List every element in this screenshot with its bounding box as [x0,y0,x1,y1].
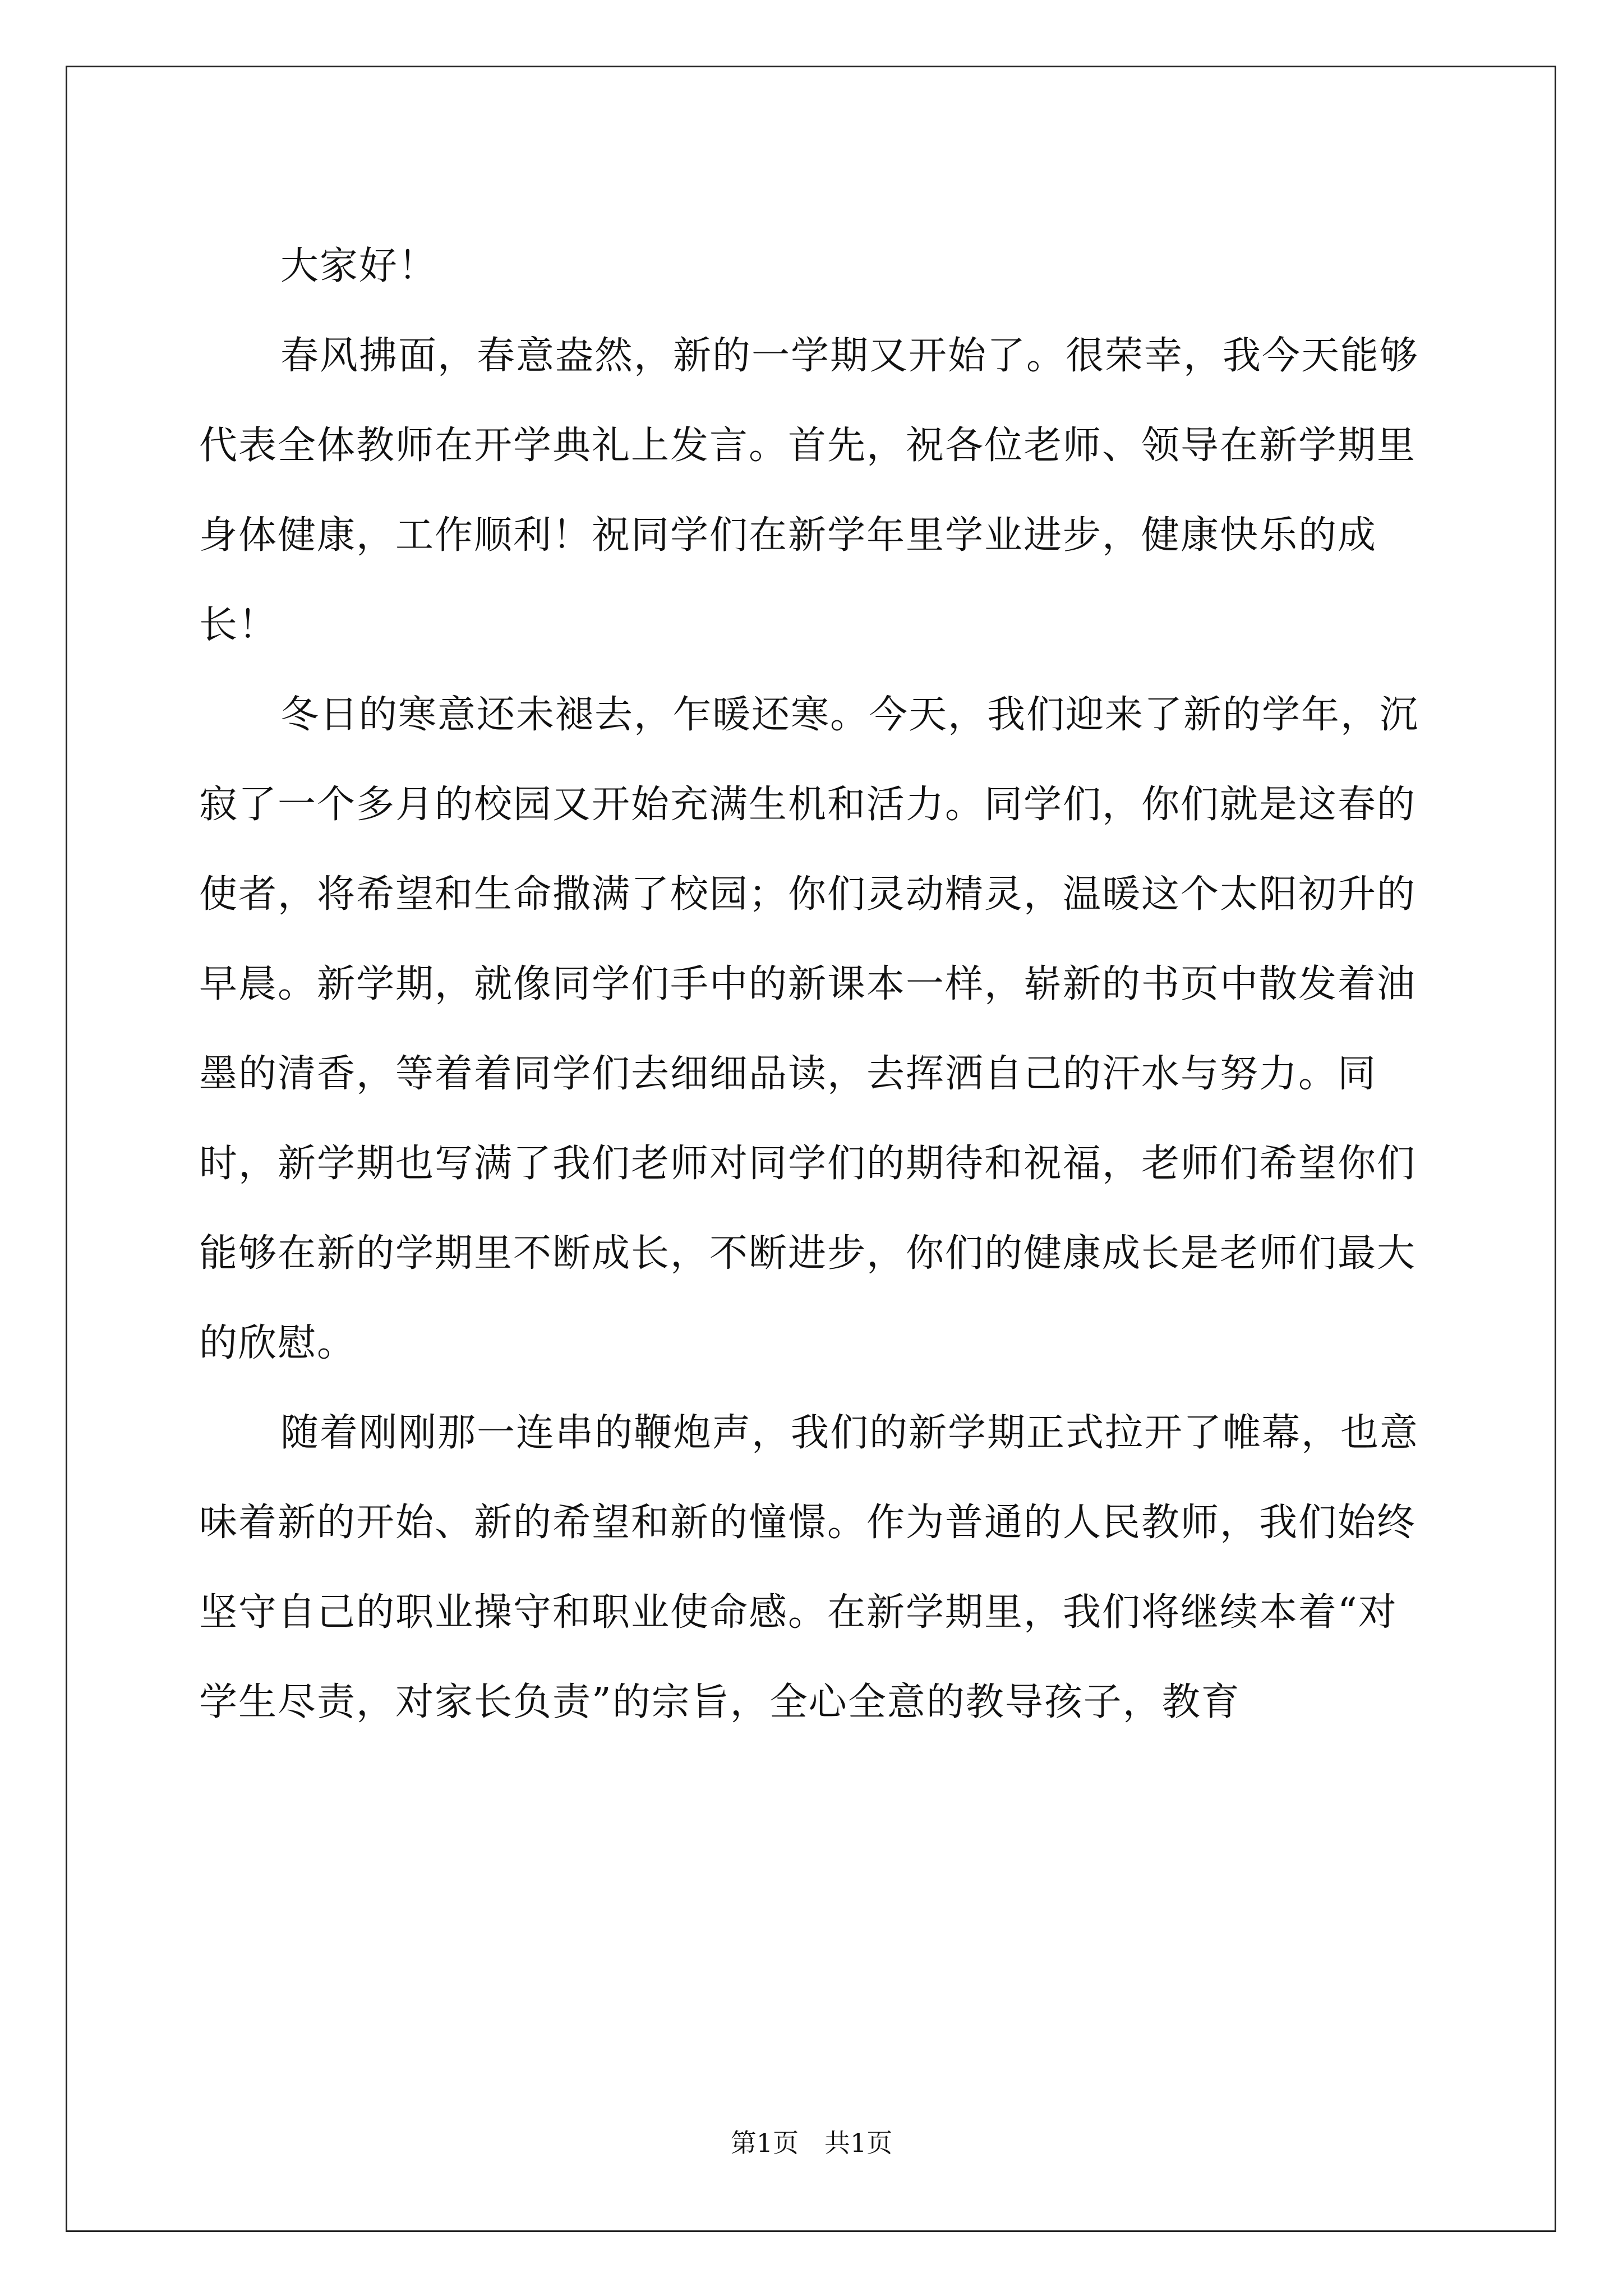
paragraph-3: 随着刚刚那一连串的鞭炮声，我们的新学期正式拉开了帷幕，也意味着新的开始、新的希望和新的憧憬。作为普通的人民教师，我们始终坚守自己的职业操守和职业使命感。在新学期里，我们将继续本着“对学生尽责，对家长负责”的宗旨，全心全意的教导孩子，教育 [199,1411,1419,1724]
document-body [199,222,1424,1747]
paragraph-2: 冬日的寒意还未褪去，乍暖还寒。今天，我们迎来了新的学年，沉寂了一个多月的校园又开始充满生机和活力。同学们，你们就是这春的使者，将希望和生命撒满了校园；你们灵动精灵，温暖这个太阳初升的早晨。新学期，就像同学们手中的新课本一样，崭新的书页中散发着油墨的清香，等着着同学们去细细品读，去挥洒自己的汗水与努力。同时，新学期也写满了我们老师对同学们的期待和祝福，老师们希望你们能够在新的学期里不断成长，不断进步，你们的健康成长是老师们最大的欣慰。 [199,693,1419,1365]
page-footer: 第1页 共1页 [730,2128,893,2158]
greeting: 大家好！ [280,244,438,288]
paragraph-1: 春风拂面，春意盎然，新的一学期又开始了。很荣幸，我今天能够代表全体教师在开学典礼上发言。首先，祝各位老师、领导在新学期里身体健康，工作顺利！祝同学们在新学年里学业进步，健康快乐的成长！ [199,334,1419,647]
